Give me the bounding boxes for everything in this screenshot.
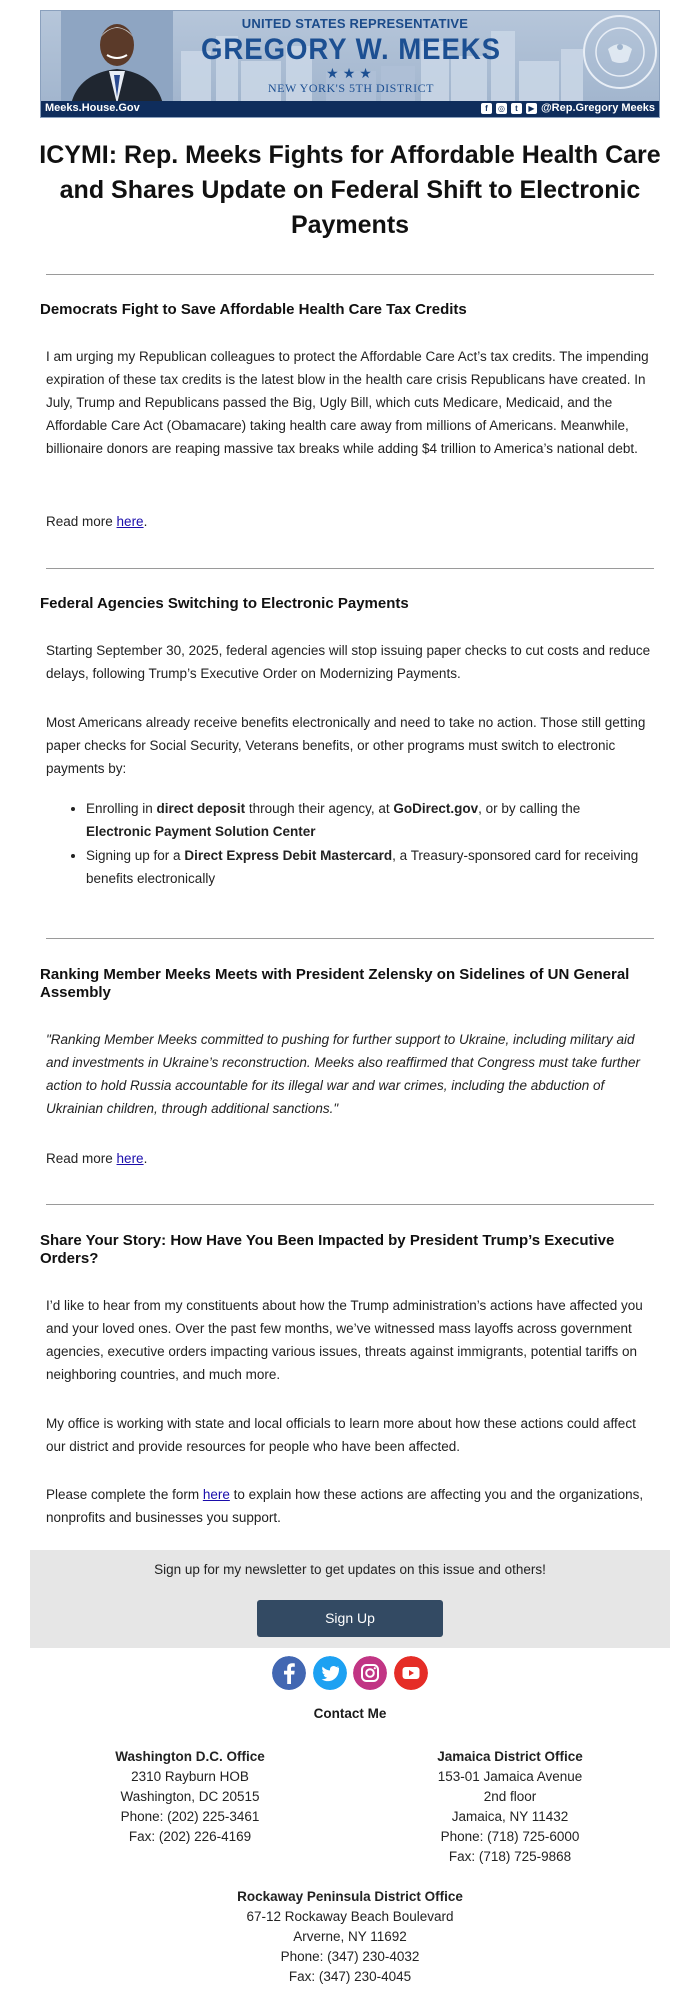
list-item xyxy=(86,844,646,890)
list-item xyxy=(86,797,646,843)
divider xyxy=(46,274,654,275)
bullet-text: Signing up for a xyxy=(86,848,185,863)
facebook-icon[interactable] xyxy=(272,1656,306,1690)
youtube-icon[interactable]: ▶ xyxy=(526,103,537,114)
section-heading-share-story: Share Your Story: How Have You Been Impacted by President Trump’s Executive Orders? xyxy=(40,1232,615,1267)
bullet-bold: GoDirect.gov xyxy=(393,801,479,816)
sign-up-button[interactable]: Sign Up xyxy=(257,1600,443,1637)
body-text: Please complete the form xyxy=(46,1487,203,1502)
section-heading-health-care: Democrats Fight to Save Affordable Health Care Tax Credits xyxy=(40,301,467,318)
twitter-icon[interactable] xyxy=(313,1656,347,1690)
section-body-share-story-1: I’d like to hear from my constituents about how the Trump administration’s actions have affected you and your loved ones. Over the past few months, we’ve witnessed mass layoffs across government agencies, executive orders impacting various issues, threats against immigrants, potential tariffs on neighboring countries, and much more. xyxy=(46,1298,643,1382)
office-phone: Phone: (202) 225-3461 xyxy=(120,1809,260,1824)
rockaway-office xyxy=(200,1887,500,1987)
page-title: ICYMI: Rep. Meeks Fights for Affordable Health Care and Shares Update on Federal Shift to Electronic Payments xyxy=(39,141,661,239)
office-fax: Fax: (202) 226-4169 xyxy=(128,1829,252,1844)
facebook-icon[interactable]: f xyxy=(481,103,492,114)
read-more-link[interactable]: here xyxy=(116,514,144,529)
office-address: 153-01 Jamaica Avenue xyxy=(437,1769,583,1784)
stars-ornament: ★★★ xyxy=(326,65,376,81)
rep-title-label: UNITED STATES REPRESENTATIVE xyxy=(241,16,469,31)
read-more-text: Read more xyxy=(46,1151,117,1166)
office-phone: Phone: (718) 725-6000 xyxy=(440,1829,580,1844)
body-text: to explain how these actions are affecting you and the organizations, nonprofits and businesses you support. xyxy=(46,1487,644,1525)
office-name: Washington D.C. Office xyxy=(115,1749,265,1764)
read-more-link[interactable]: here xyxy=(116,1151,144,1166)
section-body-health-care: I am urging my Republican colleagues to protect the Affordable Care Act’s tax credits. The impending expiration of these tax credits is the latest blow in the health care crisis Republicans have created. In July, Trump and Republicans passed the Big, Ugly Bill, which cuts Medicare, Medicaid, and the Affordable Care Act (Obamacare) taking health care away from millions of Americans. Meanwhile, billionaire donors are reaping massive tax breaks while adding $4 trillion to America’s national debt. xyxy=(46,349,649,456)
jamaica-office xyxy=(410,1747,610,1867)
house-seal-icon xyxy=(581,13,659,91)
newsletter-signup-panel xyxy=(30,1550,670,1648)
read-more-text: Read more xyxy=(46,514,117,529)
signup-text: Sign up for my newsletter to get updates on this issue and others! xyxy=(154,1562,546,1577)
divider xyxy=(46,568,654,569)
section-heading-zelensky: Ranking Member Meeks Meets with President Zelensky on Sidelines of UN General Assembly xyxy=(40,966,630,1001)
read-more-line xyxy=(46,510,656,533)
office-name: Rockaway Peninsula District Office xyxy=(237,1889,463,1904)
youtube-icon[interactable] xyxy=(394,1656,428,1690)
contact-heading: Contact Me xyxy=(313,1706,387,1721)
instagram-icon[interactable]: ◎ xyxy=(496,103,507,114)
payment-options-list xyxy=(46,797,646,891)
period: . xyxy=(143,514,148,529)
banner-social-row xyxy=(481,102,655,114)
office-address: Jamaica, NY 11432 xyxy=(451,1809,569,1824)
bullet-text: , a Treasury-sponsored card for receiving benefits electronically xyxy=(86,848,639,886)
bullet-bold: Direct Express Debit Mastercard xyxy=(184,848,393,863)
divider xyxy=(46,938,654,939)
section-body-electronic-payments-1: Starting September 30, 2025, federal agencies will stop issuing paper checks to cut costs and reduce delays, following Trump’s Executive Order on Modernizing Payments. xyxy=(46,643,651,681)
dc-office xyxy=(90,1747,290,1847)
office-fax: Fax: (718) 725-9868 xyxy=(448,1849,572,1864)
social-icons-row xyxy=(0,1656,700,1690)
bullet-bold: direct deposit xyxy=(156,801,246,816)
district-label: NEW YORK'S 5TH DISTRICT xyxy=(268,81,434,95)
office-address: 2310 Rayburn HOB xyxy=(131,1769,249,1784)
divider xyxy=(46,1204,654,1205)
office-address: Washington, DC 20515 xyxy=(120,1789,260,1804)
instagram-icon[interactable] xyxy=(353,1656,387,1690)
rep-name: GREGORY W. MEEKS xyxy=(201,33,501,66)
office-phone: Phone: (347) 230-4032 xyxy=(280,1949,420,1964)
office-name: Jamaica District Office xyxy=(437,1749,583,1764)
office-fax: Fax: (347) 230-4045 xyxy=(288,1969,412,1984)
website-label: Meeks.House.Gov xyxy=(45,102,140,114)
section-body-electronic-payments-2: Most Americans already receive benefits electronically and need to take no action. Those still getting paper checks for Social Security, Veterans benefits, or other programs must switch to electronic payments by: xyxy=(46,715,646,776)
section-body-share-story-2: My office is working with state and local officials to learn more about how these actions could affect our district and provide resources for people who have been affected. xyxy=(46,1416,636,1454)
social-handle: @Rep.Gregory Meeks xyxy=(540,102,655,114)
office-address: 67-12 Rockaway Beach Boulevard xyxy=(246,1909,454,1924)
twitter-icon[interactable]: t xyxy=(511,103,522,114)
section-body-share-story-3 xyxy=(46,1483,656,1529)
representative-portrait xyxy=(61,11,173,104)
bullet-bold: Electronic Payment Solution Center xyxy=(86,824,316,839)
bullet-text: , or by calling the xyxy=(478,801,581,816)
section-heading-electronic-payments: Federal Agencies Switching to Electronic Payments xyxy=(40,595,409,612)
banner-footer-strip xyxy=(41,101,660,117)
office-address: 2nd floor xyxy=(483,1789,537,1804)
office-address: Arverne, NY 11692 xyxy=(293,1929,407,1944)
read-more-line xyxy=(46,1147,656,1170)
bullet-text: Enrolling in xyxy=(86,801,157,816)
bullet-text: through their agency, at xyxy=(245,801,394,816)
header-banner xyxy=(40,10,660,118)
form-link[interactable]: here xyxy=(202,1487,230,1502)
period: . xyxy=(143,1151,148,1166)
section-quote-zelensky: "Ranking Member Meeks committed to pushing for further support to Ukraine, including military aid and investments in Ukraine’s reconstruction. Meeks also reaffirmed that Congress must take further action to hold Russia accountable for its illegal war and war crimes, including the abduction of Ukrainian children, through additional sanctions." xyxy=(46,1032,641,1116)
